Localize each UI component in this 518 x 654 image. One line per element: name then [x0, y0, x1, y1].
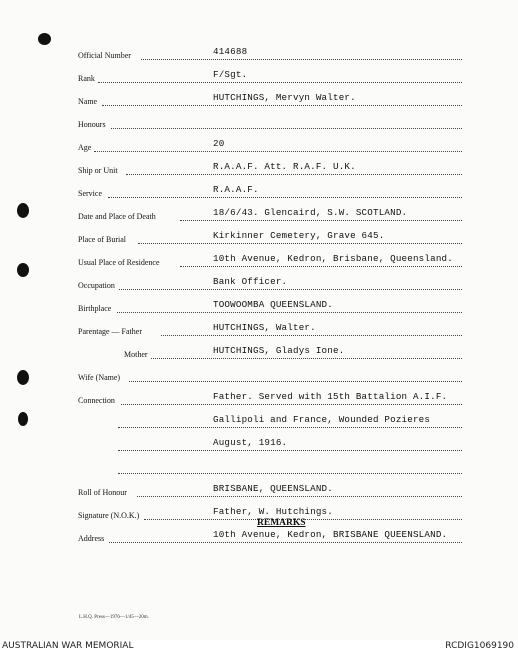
roll-of-honour-label: Roll of Honour — [78, 488, 127, 497]
connection-line: Father. Served with 15th Battalion A.I.F. — [213, 391, 448, 402]
signature-label: Signature (N.O.K.) — [78, 511, 140, 520]
occupation-value: Bank Officer. — [213, 276, 288, 287]
date-place-death-value: 18/6/43. Glencaird, S.W. SCOTLAND. — [213, 207, 408, 218]
connection-row — [0, 439, 518, 453]
date-place-death-row — [0, 209, 518, 223]
honours-label: Honours — [78, 120, 106, 129]
place-burial-label: Place of Burial — [78, 235, 126, 244]
footer-id: RCDIG1069190 — [445, 641, 514, 651]
address-value: 10th Avenue, Kedron, BRISBANE QUEENSLAND. — [213, 529, 448, 540]
dotted-line — [119, 289, 462, 290]
footer-source: AUSTRALIAN WAR MEMORIAL — [2, 641, 134, 651]
wife-row — [0, 370, 518, 384]
name-label: Name — [78, 97, 98, 106]
dotted-line — [141, 59, 462, 60]
dotted-line — [126, 174, 462, 175]
dotted-line — [129, 381, 462, 382]
mother-row — [0, 347, 518, 361]
age-label: Age — [78, 143, 92, 152]
official-number-value: 414688 — [213, 46, 248, 57]
dotted-line — [151, 358, 462, 359]
connection-label: Connection — [78, 396, 115, 405]
name-value: HUTCHINGS, Mervyn Walter. — [213, 92, 356, 103]
dotted-line — [118, 450, 462, 451]
roll-of-honour-row — [0, 485, 518, 499]
occupation-row — [0, 278, 518, 292]
connection-line: August, 1916. — [213, 437, 288, 448]
dotted-line — [109, 542, 462, 543]
father-label: Parentage — Father — [78, 327, 142, 336]
dotted-line — [118, 427, 462, 428]
place-burial-value: Kirkinner Cemetery, Grave 645. — [213, 230, 385, 241]
dotted-line — [180, 220, 462, 221]
birthplace-row — [0, 301, 518, 315]
service-label: Service — [78, 189, 102, 198]
connection-line: Gallipoli and France, Wounded Pozieres — [213, 414, 431, 425]
age-value: 20 — [213, 138, 225, 149]
residence-value: 10th Avenue, Kedron, Brisbane, Queensland. — [213, 253, 453, 264]
rank-value: F/Sgt. — [213, 69, 248, 80]
connection-row — [0, 416, 518, 430]
wife-label: Wife (Name) — [78, 373, 121, 382]
rank-label: Rank — [78, 74, 95, 83]
residence-label: Usual Place of Residence — [78, 258, 160, 267]
dotted-line — [102, 105, 462, 106]
ship-or-unit-row — [0, 163, 518, 177]
address-row — [0, 531, 518, 545]
birthplace-label: Birthplace — [78, 304, 112, 313]
dotted-line — [118, 473, 462, 474]
ship-or-unit-label: Ship or Unit — [78, 166, 118, 175]
age-row — [0, 140, 518, 154]
father-value: HUTCHINGS, Walter. — [213, 322, 316, 333]
dotted-line — [94, 151, 462, 152]
roll-of-honour-value: BRISBANE, QUEENSLAND. — [213, 483, 333, 494]
service-row — [0, 186, 518, 200]
mother-value: HUTCHINGS, Gladys Ione. — [213, 345, 345, 356]
dotted-line — [138, 243, 462, 244]
dotted-line — [180, 266, 462, 267]
mother-label: Mother — [124, 350, 148, 359]
dotted-line — [98, 82, 462, 83]
dotted-line — [161, 335, 462, 336]
rank-row — [0, 71, 518, 85]
address-label: Address — [78, 534, 105, 543]
service-value: R.A.A.F. — [213, 184, 259, 195]
date-place-death-label: Date and Place of Death — [78, 212, 156, 221]
residence-row — [0, 255, 518, 269]
name-row — [0, 94, 518, 108]
father-row — [0, 324, 518, 338]
dotted-line — [108, 197, 462, 198]
remarks-heading: REMARKS — [257, 518, 306, 528]
signature-value: Father, W. Hutchings. — [213, 506, 333, 517]
place-burial-row — [0, 232, 518, 246]
dotted-line — [121, 404, 462, 405]
punch-hole — [38, 33, 51, 45]
press-note: L.H.Q. Press—1976—1/45—20m. — [79, 615, 149, 620]
honours-row — [0, 117, 518, 131]
birthplace-value: TOOWOOMBA QUEENSLAND. — [213, 299, 333, 310]
connection-row — [0, 393, 518, 407]
occupation-label: Occupation — [78, 281, 115, 290]
dotted-line — [111, 128, 462, 129]
dotted-line — [117, 312, 462, 313]
connection-row — [0, 462, 518, 476]
official-number-row — [0, 48, 518, 62]
archive-footer — [0, 640, 518, 654]
dotted-line — [137, 496, 462, 497]
ship-or-unit-value: R.A.A.F. Att. R.A.F. U.K. — [213, 161, 356, 172]
official-number-label: Official Number — [78, 51, 131, 60]
